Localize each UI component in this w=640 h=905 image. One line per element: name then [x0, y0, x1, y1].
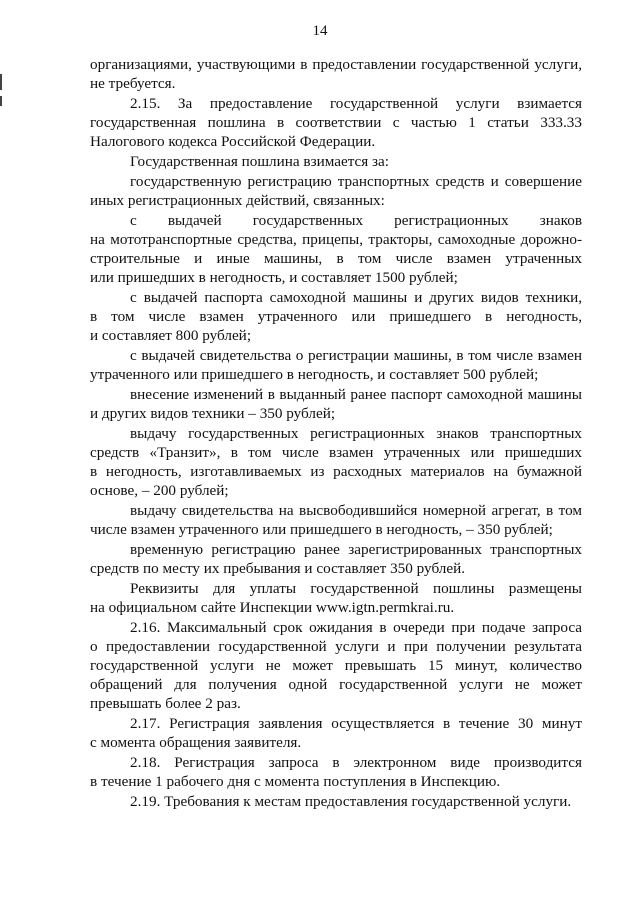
text-line: внесение изменений в выданный ранее паспорт самоходной машины — [130, 386, 582, 403]
text-line: государственной услуги не может превышать 15 минут, количество — [90, 657, 582, 674]
text-line: на официальном сайте Инспекции www.igtn.permkrai.ru. — [90, 599, 455, 616]
scan-edge-mark — [0, 96, 2, 106]
text-line: или пришедших в негодность, и составляет 1500 рублей; — [90, 269, 458, 286]
paragraph — [90, 55, 582, 93]
text-line: с выдачей свидетельства о регистрации машины, в том числе взамен — [130, 347, 582, 364]
paragraph — [90, 792, 582, 811]
text-line: с выдачей паспорта самоходной машины и других видов техники, — [130, 289, 582, 306]
paragraph — [90, 288, 582, 345]
text-line: Государственная пошлина взимается за: — [130, 153, 390, 170]
text-line: 2.19. Требования к местам предоставления государственной услуги. — [130, 793, 572, 810]
text-line: не требуется. — [90, 75, 176, 92]
document-body — [90, 55, 582, 812]
paragraph — [90, 385, 582, 423]
text-line: иных регистрационных действий, связанных: — [90, 192, 385, 209]
text-line: с момента обращения заявителя. — [90, 734, 302, 751]
paragraph — [90, 714, 582, 752]
text-line: о предоставлении государственной услуги и при получении результата — [90, 638, 582, 655]
text-line: 2.18. Регистрация запроса в электронном виде производится — [130, 754, 582, 771]
text-line: обращений для получения одной государственной услуги не может — [90, 676, 582, 693]
text-line: государственная пошлина в соответствии с частью 1 статьи 333.33 — [90, 114, 582, 131]
paragraph — [90, 501, 582, 539]
text-line: утраченного или пришедшего в негодность, и составляет 500 рублей; — [90, 366, 539, 383]
text-line: превышать более 2 раз. — [90, 695, 241, 712]
paragraph — [90, 540, 582, 578]
page-number: 14 — [312, 23, 328, 39]
paragraph — [90, 618, 582, 713]
text-line: государственную регистрацию транспортных средств и совершение — [130, 173, 582, 190]
paragraph — [90, 152, 582, 171]
text-line: в том числе взамен утраченного или пришедшего в негодность, — [90, 308, 582, 325]
paragraph — [90, 424, 582, 500]
text-line: временную регистрацию ранее зарегистрированных транспортных — [130, 541, 582, 558]
text-line: с выдачей государственных регистрационных знаков — [130, 212, 582, 229]
paragraph — [90, 346, 582, 384]
text-line: Налогового кодекса Российской Федерации. — [90, 133, 376, 150]
paragraph — [90, 579, 582, 617]
text-line: 2.17. Регистрация заявления осуществляется в течение 30 минут — [130, 715, 582, 732]
text-line: основе, – 200 рублей; — [90, 482, 229, 499]
text-line: в течение 1 рабочего дня с момента поступления в Инспекцию. — [90, 773, 501, 790]
text-line: 2.15. За предоставление государственной услуги взимается — [130, 95, 582, 112]
text-line: строительные и иные машины, в том числе взамен утраченных — [90, 250, 582, 267]
text-line: 2.16. Максимальный срок ожидания в очереди при подаче запроса — [130, 619, 582, 636]
text-line: и других видов техники – 350 рублей; — [90, 405, 336, 422]
paragraph — [90, 94, 582, 151]
text-line: выдачу свидетельства на высвободившийся номерной агрегат, в том — [130, 502, 582, 519]
text-line: средств по месту их пребывания и составляет 350 рублей. — [90, 560, 466, 577]
text-line: Реквизиты для уплаты государственной пошлины размещены — [130, 580, 582, 597]
text-line: организациями, участвующими в предоставлении государственной услуги, — [90, 56, 582, 73]
scan-edge-mark — [0, 74, 2, 90]
text-line: средств «Транзит», в том числе взамен утраченных или пришедших — [90, 444, 582, 461]
text-line: в негодность, изготавливаемых из расходных материалов на бумажной — [90, 463, 582, 480]
text-line: выдачу государственных регистрационных знаков транспортных — [130, 425, 582, 442]
paragraph — [90, 172, 582, 210]
text-line: числе взамен утраченного или пришедшего в негодность, – 350 рублей; — [90, 521, 553, 538]
paragraph — [90, 211, 582, 287]
paragraph — [90, 753, 582, 791]
text-line: и составляет 800 рублей; — [90, 327, 252, 344]
text-line: на мототранспортные средства, прицепы, тракторы, самоходные дорожно- — [90, 231, 582, 248]
